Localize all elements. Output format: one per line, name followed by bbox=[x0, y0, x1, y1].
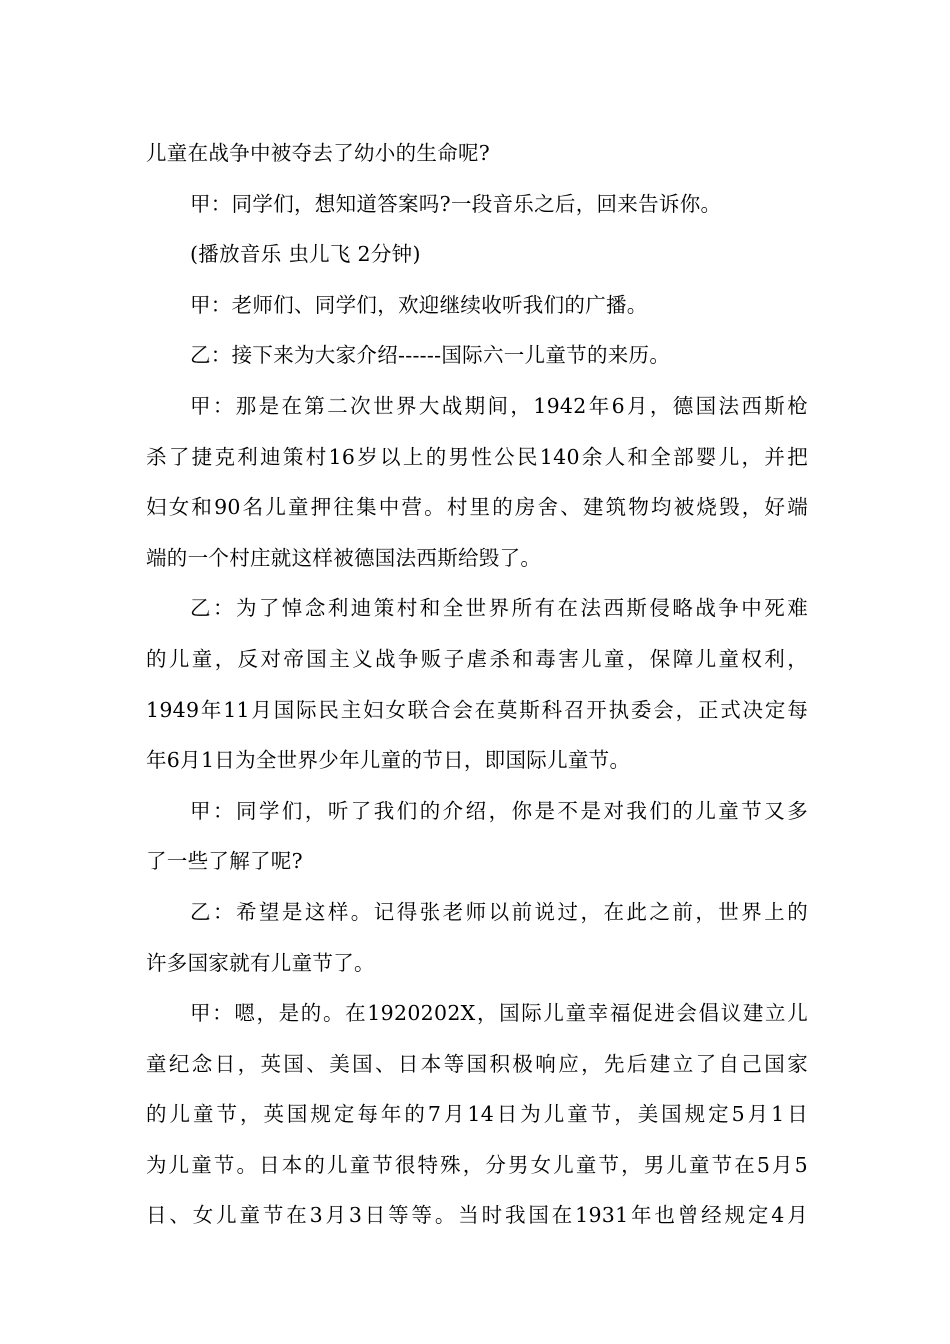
text-line: 乙：为了悼念利迪策村和全世界所有在法西斯侵略战争中死难 bbox=[190, 596, 808, 621]
text-line: 1949年11月国际民主妇女联合会在莫斯科召开执委会，正式决定每 bbox=[146, 697, 808, 722]
text-line: 儿童在战争中被夺去了幼小的生命呢? bbox=[146, 141, 491, 165]
text-line: 甲：同学们，想知道答案吗?一段音乐之后，回来告诉你。 bbox=[190, 191, 722, 216]
text-line: 妇女和90名儿童押往集中营。村里的房舍、建筑物均被烧毁，好端 bbox=[146, 495, 808, 520]
text-line: 日、女儿童节在3月3日等等。当时我国在1931年也曾经规定4月 bbox=[146, 1203, 808, 1228]
text-line: 乙：接下来为大家介绍------国际六一儿童节的来历。 bbox=[190, 343, 671, 368]
text-line: 童纪念日，英国、美国、日本等国积极响应，先后建立了自己国家 bbox=[146, 1051, 808, 1076]
text-line: 端的一个村庄就这样被德国法西斯给毁了。 bbox=[146, 545, 542, 570]
text-line: 许多国家就有儿童节了。 bbox=[146, 950, 375, 975]
text-line: 了一些了解了呢? bbox=[146, 849, 303, 874]
text-line: 的儿童，反对帝国主义战争贩子虐杀和毒害儿童，保障儿童权利， bbox=[146, 646, 808, 671]
text-line: 甲：嗯，是的。在1920202X，国际儿童幸福促进会倡议建立儿 bbox=[190, 1001, 808, 1026]
text-line: 甲：同学们，听了我们的介绍，你是不是对我们的儿童节又多 bbox=[190, 798, 808, 823]
text-line: (播放音乐 虫儿飞 2分钟) bbox=[190, 242, 421, 267]
text-line: 乙：希望是这样。记得张老师以前说过，在此之前，世界上的 bbox=[190, 899, 808, 924]
document-body bbox=[146, 128, 808, 1241]
text-line: 杀了捷克利迪策村16岁以上的男性公民140余人和全部婴儿，并把 bbox=[146, 444, 808, 469]
text-line: 为儿童节。日本的儿童节很特殊，分男女儿童节，男儿童节在5月5 bbox=[146, 1152, 808, 1177]
text-line: 的儿童节，英国规定每年的7月14日为儿童节，美国规定5月1日 bbox=[146, 1102, 808, 1127]
text-line: 甲：那是在第二次世界大战期间，1942年6月，德国法西斯枪 bbox=[190, 393, 808, 418]
text-line: 甲：老师们、同学们，欢迎继续收听我们的广播。 bbox=[190, 292, 648, 317]
text-line: 年6月1日为全世界少年儿童的节日，即国际儿童节。 bbox=[146, 748, 631, 773]
